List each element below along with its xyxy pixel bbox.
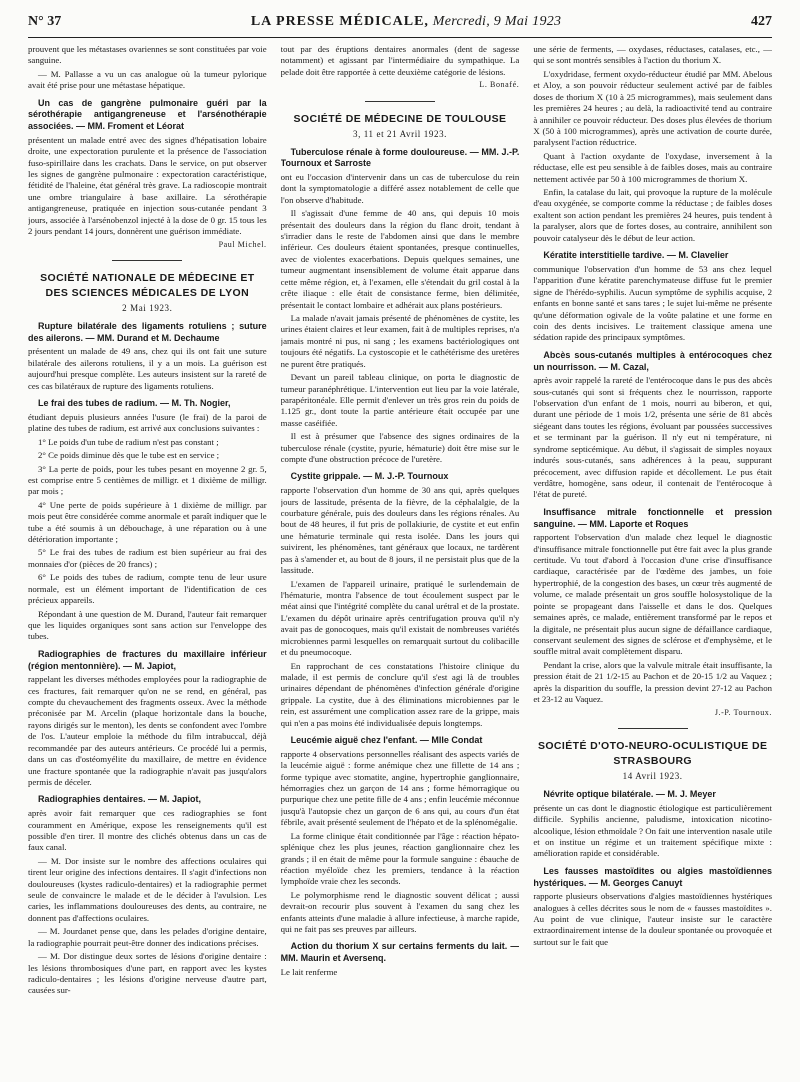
- paragraph: Le lait renferme: [280, 966, 338, 977]
- journal-masthead: [251, 14, 562, 30]
- paragraph: Répondant à une question de M. Durand, l'auteur fait remarquer que les liquides organiques sont sans action sur l'enveloppe des tubes.: [28, 608, 267, 642]
- issue-number: N° 37: [28, 14, 62, 29]
- list-item: 2° Ce poids diminue dès que le tube est en service ;: [38, 450, 220, 461]
- list-item: 5° Le frai des tubes de radium est bien supérieur au frai des monnaies d'or (pièces de 20 francs) ;: [28, 547, 267, 569]
- paragraph: Pendant la crise, alors que la valvule mitrale était insuffisante, la pression était de 21 1/2-15 au Pachon et de 20-15 1/2 au Vaquez ; après la disparition du souffle, la pression devint 27-12 au Pachon et 23-12 au Vaquez.: [533, 659, 772, 705]
- article-title: Action du thorium X sur certains ferments du lait. — MM. Maurin et Aversenq.: [280, 941, 520, 964]
- article-title: Rupture bilatérale des ligaments rotuliens ; suture des ailerons. — MM. Durand et M. Dechaume: [28, 321, 267, 343]
- paragraph: rappelant les diverses méthodes employées pour la radiographie de ces fractures, fait remarquer qu'on ne se rend, en général, pas compte du chevauchement des fragments osseux. Avec la méthode préconisée par M. Arcelin (plaque horizontale dans la bouche, rayons dirigés sur le menton), les dents se confondent avec l'ombre de l'os. L'auteur emploie la méthode du film intrabuccal, déjà recommandée par des auteurs antérieurs. Ce procédé lui a permis, dans un cas d'ostéomyélite du maxillaire, de mettre en évidence une fracture spontanée que la radiographie n'avait pas jusqu'alors permis de déceler.: [28, 674, 267, 787]
- section-divider: [112, 260, 182, 261]
- article-title: Abcès sous-cutanés multiples à entérocoques chez un nourrisson. — M. Cazal,: [533, 349, 772, 372]
- paragraph: prouvent que les métastases ovariennes se sont constituées par voie sanguine.: [28, 44, 267, 66]
- paragraph: — M. Jourdanet pense que, dans les pelades d'origine dentaire, la radiographie pourrait peut-être donner des indications précises.: [28, 926, 267, 948]
- society-title: SOCIÉTÉ D'OTO-NEURO-OCULISTIQUE DE STRASBOURG: [537, 739, 768, 768]
- paragraph: tout par des éruptions dentaires anormales (dent de sagesse notamment) et agissant par l'intermédiaire du sympathique. La pelade doit être rapportée à cette deuxième catégorie de lésions.: [280, 44, 520, 77]
- paragraph: La malade n'avait jamais présenté de phénomènes de cystite, les urines étaient claires et leur examen, fait à de multiples reprises, n'a jamais montré ni pus, ni sang ; les examens bactériologiques ont toujours été négatifs. La cystoscopie et le cathétérisme des uretères ne purent être pratiqués.: [280, 313, 520, 369]
- society-title: SOCIÉTÉ DE MÉDECINE DE TOULOUSE: [293, 112, 507, 125]
- article-title: Cystite grippale. — M. J.-P. Tournoux: [290, 471, 449, 482]
- paragraph: — M. Dor distingue deux sortes de lésions d'origine dentaire : les lésions thrombosiques d'une part, en rapport avec les kystes radiculo-dentaires ; les lésions d'origine nerveuse d'autre part, causées sur-: [28, 951, 267, 996]
- paragraph: rapporte l'observation d'un homme de 30 ans qui, après quelques jours de lassitude, présenta de la fièvre, de la céphalalgie, de la courbature générale, puis des douleurs dans les régions rénales. Au bout de 48 heures, il fut pris de pollakiurie, de cystite et eut enfin une hématurie terminale qui resta isolée. Dans les jours qui suivirent, les phénomènes, tant généraux que locaux, ne tardèrent pas à s'amender et, au bout de 8 jours, il ne persistait plus que de la lassitude.: [280, 485, 520, 576]
- paragraph: présentent un malade de 49 ans, chez qui ils ont fait une suture bilatérale des ailerons rotuliens, il y a un mois. La guérison est aujourd'hui presque complète. Les auteurs insistent sur la rareté de ces cas bilatéraux de rupture des ligaments rotuliens.: [28, 346, 267, 391]
- author-signature: L. Bonafé.: [479, 80, 520, 90]
- page-number: 427: [750, 14, 772, 29]
- paragraph: présente un cas dont le diagnostic étiologique est particulièrement difficile. Syphilis ancienne, paludisme, intoxication nicotino-alcoolique, lésion ethmoïdale ? On fait une intervention nasale utile et on institue un régime et un traitement spécifique mixte : amélioration rapide et considérable.: [533, 802, 772, 859]
- column-middle: [281, 44, 520, 1076]
- session-date: 2 Mai 1923.: [122, 303, 173, 314]
- article-title: Tuberculose rénale à forme douloureuse. — MM. J.-P. Tournoux et Sarroste: [280, 146, 520, 169]
- article-title: Névrite optique bilatérale. — M. J. Meyer: [543, 789, 716, 800]
- paragraph: présentent un malade entré avec des signes d'hépatisation lobaire droite, une expectoration purulente et la présence de l'association fuso-spirillaire dans les crachats. Dans le service, on put observer les signes de gangrène pulmonaire : expectoration caractéristique, fétidité de l'haleine, état général très grave. La radioscopie montrait une ombre triangulaire à base axillaire. La sérothérapie antigangreneuse, pratiquée en injection sous-cutanée pendant 3 jours, associée à l'arsénobenzol injecté à la dose de 0 gr. 15 tous les 2 jours pendant 14 jours, donnèrent une guérison immédiate.: [28, 134, 267, 237]
- paragraph: une série de ferments, — oxydases, réductases, catalases, etc., — qui se sont montrés sensibles à l'action du thorium X.: [533, 44, 772, 66]
- list-item: 3° La perte de poids, pour les tubes pesant en moyenne 2 gr. 5, est comprise entre 5 centièmes de milligr. et 1 dixième de milligr. par mois ;: [28, 463, 267, 497]
- paragraph: Quant à l'action oxydante de l'oxydase, inversement à la réductase, elle est peu sensible à de faibles doses, mais au contraire nettement activée par 50 à 100 microgrammes de thorium X.: [533, 150, 772, 184]
- paragraph: communique l'observation d'un homme de 53 ans chez lequel l'apparition d'une kératite parenchymateuse diffuse fut le premier signe de l'hérédo-syphilis. Aucun symptôme de syphilis acquise, 2 enfants en bonne santé et sans tares ; le sujet lui-même ne présente qu'une déformation ogivale de la voûte palatine et une forme en coin des dents incisives. Le traitement classique amena une sédation rapide des principaux symptômes.: [533, 263, 772, 343]
- paragraph: — M. Dor insiste sur le nombre des affections oculaires qui tirent leur origine des infections dentaires. Il s'agit d'infections non douloureuses (kystes radiculo-dentaires) et la radiographie permet seule de convaincre le malade et de le décider à l'avulsion. Les caries, les inflammations douloureuses des dents, au contraire, ne donnent pas d'affections oculaires.: [28, 855, 267, 923]
- paragraph: En rapprochant de ces constatations l'histoire clinique du malade, il est permis de conclure qu'il s'est agi là de troubles urinaires dépendant de phénomènes d'infection générale d'origine grippale. La cystite, due à des éliminations microbiennes par le rein, est assurément une complication assez rare de la grippe, mais qui n'en a pas moins été individualisée depuis longtemps.: [280, 660, 520, 728]
- article-title: Radiographies de fractures du maxillaire inférieur (région mentonnière). — M. Japiot,: [28, 648, 267, 671]
- page-header: [28, 14, 772, 38]
- paragraph: — M. Pallasse a vu un cas analogue où la tumeur pylorique avait été prise pour une métastase hépatique.: [28, 68, 267, 91]
- article-title: Leucémie aiguë chez l'enfant. — Mlle Condat: [290, 735, 483, 746]
- list-item: 6° Le poids des tubes de radium, compte tenu de leur usure normale, est un élément important de l'identification de ces précieux appareils.: [28, 572, 267, 606]
- paragraph: Le polymorphisme rend le diagnostic souvent délicat ; aussi devrait-on recourir plus souvent à l'examen du sang chez les enfants atteints d'une maladie à allure infectieuse, à marche rapide, qui ne fait pas ses preuves par ailleurs.: [280, 889, 520, 935]
- list-item: 1° Le poids d'un tube de radium n'est pas constant ;: [38, 436, 219, 447]
- journal-title: LA PRESSE MÉDICALE,: [250, 14, 429, 29]
- author-signature: Paul Michel.: [218, 239, 267, 249]
- section-divider: [618, 728, 688, 729]
- paragraph: rapporte plusieurs observations d'algies mastoïdiennes hystériques analogues à celles décrites sous le nom de « fausses mastoïdites ». Au point de vue clinique, l'auteur insiste sur le caractère extraordinairement intense de la douleur spontanée ou provoquée et surtout sur le fait que: [533, 891, 772, 947]
- article-title: Kératite interstitielle tardive. — M. Clavelier: [543, 250, 729, 261]
- paragraph: rapporte 4 observations personnelles réalisant des aspects variés de la leucémie aiguë : forme anémique chez une fillette de 14 ans ; forme typique avec stomatite, angine, hypertrophie ganglionnaire, hémorragies chez un garçon de 14 ans ; forme hémorragique ou purpurique chez une petite fille de 4 ans ; enfin leucémie méconnue jusqu'à l'autopsie chez un garçon de 6 ans qui, au cours d'un état fébrile, avait présenté seulement de l'hépato et de la splénomégalie.: [280, 748, 520, 828]
- society-title: SOCIÉTÉ NATIONALE DE MÉDECINE ET DES SCIENCES MÉDICALES DE LYON: [40, 271, 255, 300]
- article-title: Insuffisance mitrale fonctionnelle et pression sanguine. — MM. Laporte et Roques: [533, 506, 772, 529]
- paragraph: Devant un pareil tableau clinique, on porta le diagnostic de tumeur paranéphrétique. L'intervention eut lieu par la voie latérale, parapéritonéale. Elle permit d'enlever un très gros rein du poids de 1.125 gr., dont toute la partie antérieure était occupée par une masse caséifiée.: [280, 372, 520, 428]
- paragraph: étudiant depuis plusieurs années l'usure (le frai) de la paroi de platine des tubes de radium, est arrivé aux conclusions suivantes :: [28, 411, 267, 434]
- list-item: 4° Une perte de poids supérieure à 1 dixième de milligr. par mois peut être considérée comme anormale et paraît indiquer que le tube a été soumis à un débouchage, à une réparation ou à une détérioration importante ;: [28, 499, 267, 545]
- paragraph: L'examen de l'appareil urinaire, pratiqué le surlendemain de l'hématurie, montra l'absence de tout écoulement suspect par le méat ainsi que l'intégrité complète du canal urétral et de la prostate. L'examen du dépôt urinaire après centrifugation prouva qu'il n'y avait pas de gonocoques, mais qu'il existait de nombreuses variétés microbiennes parmi lesquelles on remarquait surtout du colibacille et du pneumocoque.: [280, 578, 520, 658]
- article-title: Le frai des tubes de radium. — M. Th. Nogier,: [38, 398, 231, 409]
- article-title: Les fausses mastoïdites ou algies mastoïdiennes hystériques. — M. Georges Canuyt: [533, 865, 772, 888]
- paragraph: La forme clinique était conditionnée par l'âge : réaction hépato-splénique chez les plus jeunes, réaction ganglionnaire chez les grands ; il en était de même pour la formule sanguine : ébauche de réaction myéloïde chez les premiers, tendance à la réaction lymphoïde vraie chez les seconds.: [280, 830, 520, 887]
- author-signature: J.-P. Tournoux.: [714, 707, 772, 717]
- session-date: 3, 11 et 21 Avril 1923.: [352, 128, 448, 139]
- paragraph: Il s'agissait d'une femme de 40 ans, qui depuis 10 mois présentait des douleurs dans la région du flanc droit, tendant à s'irradier dans le reste de l'abdomen ainsi que dans le membre inférieur. Ces douleurs étaient spontanées, presque continuelles, avec de violentes exacerbations. Depuis quelques semaines, une tumeur augmentant insensiblement de volume était apparue dans cette même région, et, à l'examen, elle s'étendait du gril costal à la crête iliaque : elle était de consistance ferme, bien délimitée, présentait le contact lombaire et adhérait aux plans postérieurs.: [280, 208, 520, 310]
- paragraph: Il est à présumer que l'absence des signes ordinaires de la tuberculose rénale (cystite, pyurie, hématurie) doit être mise sur le compte d'une obstruction précoce de l'uretère.: [280, 431, 520, 465]
- paragraph: après avoir rappelé la rareté de l'entérocoque dans le pus des abcès sous-cutanés qui sont si fréquents chez le nourrisson, rapporte l'observation d'un enfant de 1 mois, nourri au biberon, et qui, durant une période de 1 mois 1/2, présenta une série de 81 abcès siégeant dans toutes les régions, évoluant par poussées successives et se terminant par la guérison. Il n'y eut ni température, ni syndrome septicémique. Au début, il s'agissait de simples noyaux indurés sous-cutanés, sans adhérences à la peau, suppurant précocement, avec diffusion rapide et décollement. Le pus était verdâtre, homogène, sans odeur, il contenait de l'entérocoque à l'état de pureté.: [533, 375, 772, 500]
- paragraph: après avoir fait remarquer que ces radiographies se font couramment en Amérique, expose les renseignements qu'il est possible d'en tirer. Il montre des clichés obtenus dans un cas de faux canal.: [28, 808, 267, 853]
- paragraph: L'oxydridase, ferment oxydo-réducteur étudié par MM. Abelous et Aloy, a son pouvoir réducteur seulement activé par de faibles doses de thorium X (10 à 25 microgrammes), mais seulement dans les premières 24 heures ; au delà, la radioactivité tend au contraire à annihiler ce pouvoir réducteur. Des doses plus élevées de thorium X (50 à 100 microgrammes), après une activation de courte durée, paralysent l'action réductrice.: [533, 68, 772, 148]
- article-title: Radiographies dentaires. — M. Japiot,: [38, 794, 202, 805]
- column-left: [28, 44, 267, 1076]
- column-right: [533, 44, 772, 1076]
- section-divider: [365, 101, 435, 102]
- paragraph: Enfin, la catalase du lait, qui provoque la rupture de la molécule d'eau oxygénée, se comporte comme la réductase ; de faibles doses exaltent son action pendant les premières 24 heures, puis tendent à la paralyser, alors que de fortes doses, au contraire, annihilent son pouvoir catalyseur dès le début de leur action.: [533, 187, 772, 243]
- article-columns: [28, 44, 772, 1076]
- session-date: 14 Avril 1923.: [622, 771, 683, 782]
- paragraph: rapportent l'observation d'un malade chez lequel le diagnostic d'insuffisance mitrale fonctionnelle put être fait avec la plus grande certitude. Vu tout d'abord à l'occasion d'une crise d'insuffisance cardiaque, caractérisée par de l'œdème des jambes, un foie hypertrophié, de la congestion des bases, un cœur très augmenté de volume, ce malade présentait un gros souffle holosystolique de la pointe se propageant dans l'aisselle et dans le dos. Quelques semaines après, ce malade, entièrement transformé par le repos et la digitale, ne présentait plus aucun signe de défaillance cardiaque, conservant seulement des signes de sclérose et d'emphysème, et le souffle mitral avait complètement disparu.: [533, 532, 772, 657]
- issue-date: Mercredi, 9 Mai 1923: [432, 14, 562, 29]
- article-title: Un cas de gangrène pulmonaire guéri par la sérothérapie antigangreneuse et l'arsénothérapie associées. — MM. Froment et Léorat: [28, 97, 267, 132]
- paragraph: ont eu l'occasion d'intervenir dans un cas de tuberculose du rein dont la symptomatologie a différé assez notablement de celle que l'on observe d'habitude.: [280, 171, 520, 205]
